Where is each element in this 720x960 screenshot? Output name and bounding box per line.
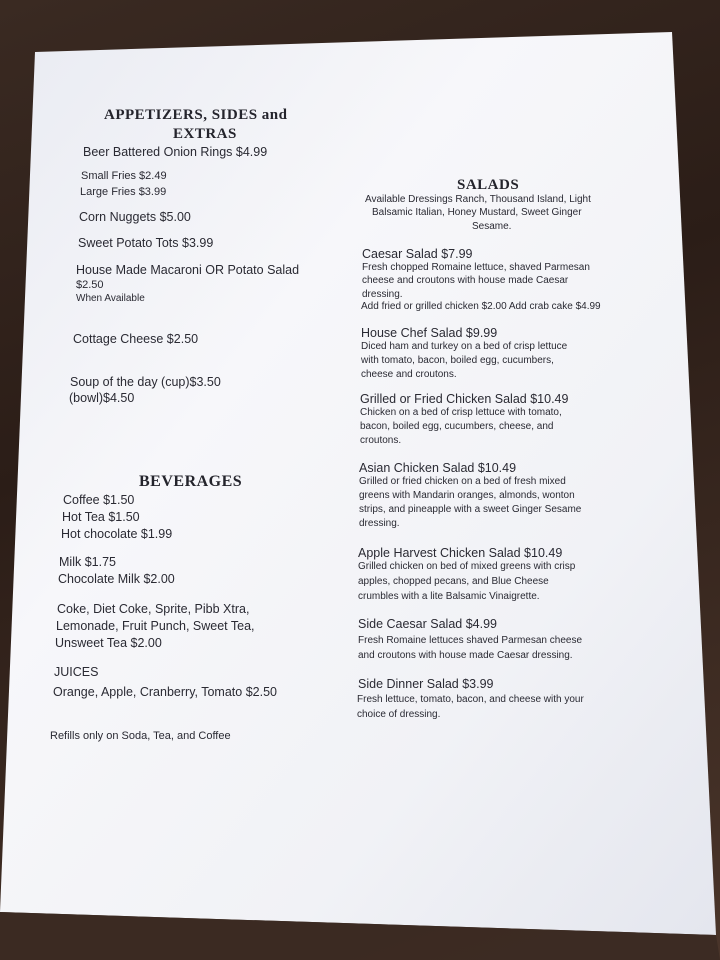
salad-caesar-desc-2: cheese and croutons with house made Caesar bbox=[362, 275, 569, 286]
salad-chef-desc-3: cheese and croutons. bbox=[361, 369, 457, 380]
menu-item-sodas-line3: Unsweet Tea $2.00 bbox=[55, 636, 162, 650]
menu-item-sodas-line2: Lemonade, Fruit Punch, Sweet Tea, bbox=[56, 619, 255, 633]
salad-side-caesar-desc-2: and croutons with house made Caesar dressing. bbox=[358, 650, 573, 661]
juices-heading: JUICES bbox=[54, 665, 99, 679]
menu-item-large-fries: Large Fries $3.99 bbox=[80, 186, 167, 198]
menu-item-milk: Milk $1.75 bbox=[59, 555, 116, 569]
salad-caesar-desc-4: Add fried or grilled chicken $2.00 Add crab cake $4.99 bbox=[361, 301, 601, 312]
menu-item-hot-tea: Hot Tea $1.50 bbox=[62, 510, 140, 524]
dressings-line3: Sesame. bbox=[472, 221, 512, 232]
salad-apple-desc-3: crumbles with a lite Balsamic Vinaigrette. bbox=[358, 591, 540, 602]
menu-item-juices: Orange, Apple, Cranberry, Tomato $2.50 bbox=[53, 685, 277, 699]
salad-asian-desc-2: greens with Mandarin oranges, almonds, wonton bbox=[359, 490, 575, 501]
menu-item-cottage-cheese: Cottage Cheese $2.50 bbox=[73, 332, 199, 346]
salad-side-dinner-desc-1: Fresh lettuce, tomato, bacon, and cheese with your bbox=[357, 694, 584, 705]
menu-item-chocolate-milk: Chocolate Milk $2.00 bbox=[58, 572, 175, 586]
salad-asian-title: Asian Chicken Salad $10.49 bbox=[359, 461, 517, 475]
salad-side-caesar-title: Side Caesar Salad $4.99 bbox=[358, 617, 497, 631]
menu-item-sweet-potato-tots: Sweet Potato Tots $3.99 bbox=[78, 236, 214, 250]
salad-chef-desc-2: with tomato, bacon, boiled egg, cucumbers, bbox=[361, 355, 554, 366]
appetizers-heading-line1: APPETIZERS, SIDES and bbox=[104, 107, 288, 123]
menu-item-corn-nuggets: Corn Nuggets $5.00 bbox=[79, 210, 191, 224]
salad-chicken-desc-2: bacon, boiled egg, cucumbers, cheese, and bbox=[360, 421, 554, 432]
salad-chef-desc-1: Diced ham and turkey on a bed of crisp lettuce bbox=[361, 341, 568, 352]
menu-item-onion-rings: Beer Battered Onion Rings $4.99 bbox=[83, 145, 268, 159]
menu-item-hot-chocolate: Hot chocolate $1.99 bbox=[61, 527, 173, 541]
salad-asian-desc-3: strips, and pineapple with a sweet Ginger Sesame bbox=[359, 504, 582, 515]
salad-side-caesar-desc-1: Fresh Romaine lettuces shaved Parmesan cheese bbox=[358, 635, 583, 646]
dressings-line2: Balsamic Italian, Honey Mustard, Sweet Ginger bbox=[372, 207, 582, 218]
salad-caesar-desc-1: Fresh chopped Romaine lettuce, shaved Parmesan bbox=[362, 262, 590, 273]
menu-item-sodas-line1: Coke, Diet Coke, Sprite, Pibb Xtra, bbox=[57, 602, 250, 616]
appetizers-heading-line2: EXTRAS bbox=[173, 126, 237, 142]
beverages-heading: BEVERAGES bbox=[139, 473, 243, 490]
salad-chicken-desc-1: Chicken on a bed of crisp lettuce with tomato, bbox=[360, 407, 562, 418]
salad-caesar-title: Caesar Salad $7.99 bbox=[362, 247, 473, 261]
salad-caesar-desc-3: dressing. bbox=[362, 289, 403, 300]
salad-chicken-title: Grilled or Fried Chicken Salad $10.49 bbox=[360, 392, 569, 406]
menu-item-soup-cup: Soup of the day (cup)$3.50 bbox=[70, 375, 221, 389]
menu-item-mac-potato-salad-note: When Available bbox=[76, 293, 145, 304]
menu-item-mac-potato-salad: House Made Macaroni OR Potato Salad bbox=[76, 263, 300, 277]
salad-side-dinner-title: Side Dinner Salad $3.99 bbox=[358, 677, 494, 691]
salad-chef-title: House Chef Salad $9.99 bbox=[361, 326, 498, 340]
dressings-line1: Available Dressings Ranch, Thousand Island, Light bbox=[365, 194, 591, 205]
menu-item-soup-bowl: (bowl)$4.50 bbox=[69, 391, 135, 405]
salad-asian-desc-1: Grilled or fried chicken on a bed of fresh mixed bbox=[359, 476, 566, 487]
salads-heading: SALADS bbox=[457, 177, 520, 193]
menu-item-small-fries: Small Fries $2.49 bbox=[81, 170, 167, 182]
menu-item-mac-potato-salad-price: $2.50 bbox=[76, 279, 104, 291]
salad-chicken-desc-3: croutons. bbox=[360, 435, 402, 446]
salad-apple-title: Apple Harvest Chicken Salad $10.49 bbox=[358, 546, 563, 560]
salad-apple-desc-2: apples, chopped pecans, and Blue Cheese bbox=[358, 576, 549, 587]
salad-side-dinner-desc-2: choice of dressing. bbox=[357, 709, 441, 720]
salad-asian-desc-4: dressing. bbox=[359, 518, 400, 529]
menu-item-coffee: Coffee $1.50 bbox=[63, 493, 135, 507]
refills-note: Refills only on Soda, Tea, and Coffee bbox=[50, 730, 231, 742]
salad-apple-desc-1: Grilled chicken on bed of mixed greens with crisp bbox=[358, 561, 576, 572]
